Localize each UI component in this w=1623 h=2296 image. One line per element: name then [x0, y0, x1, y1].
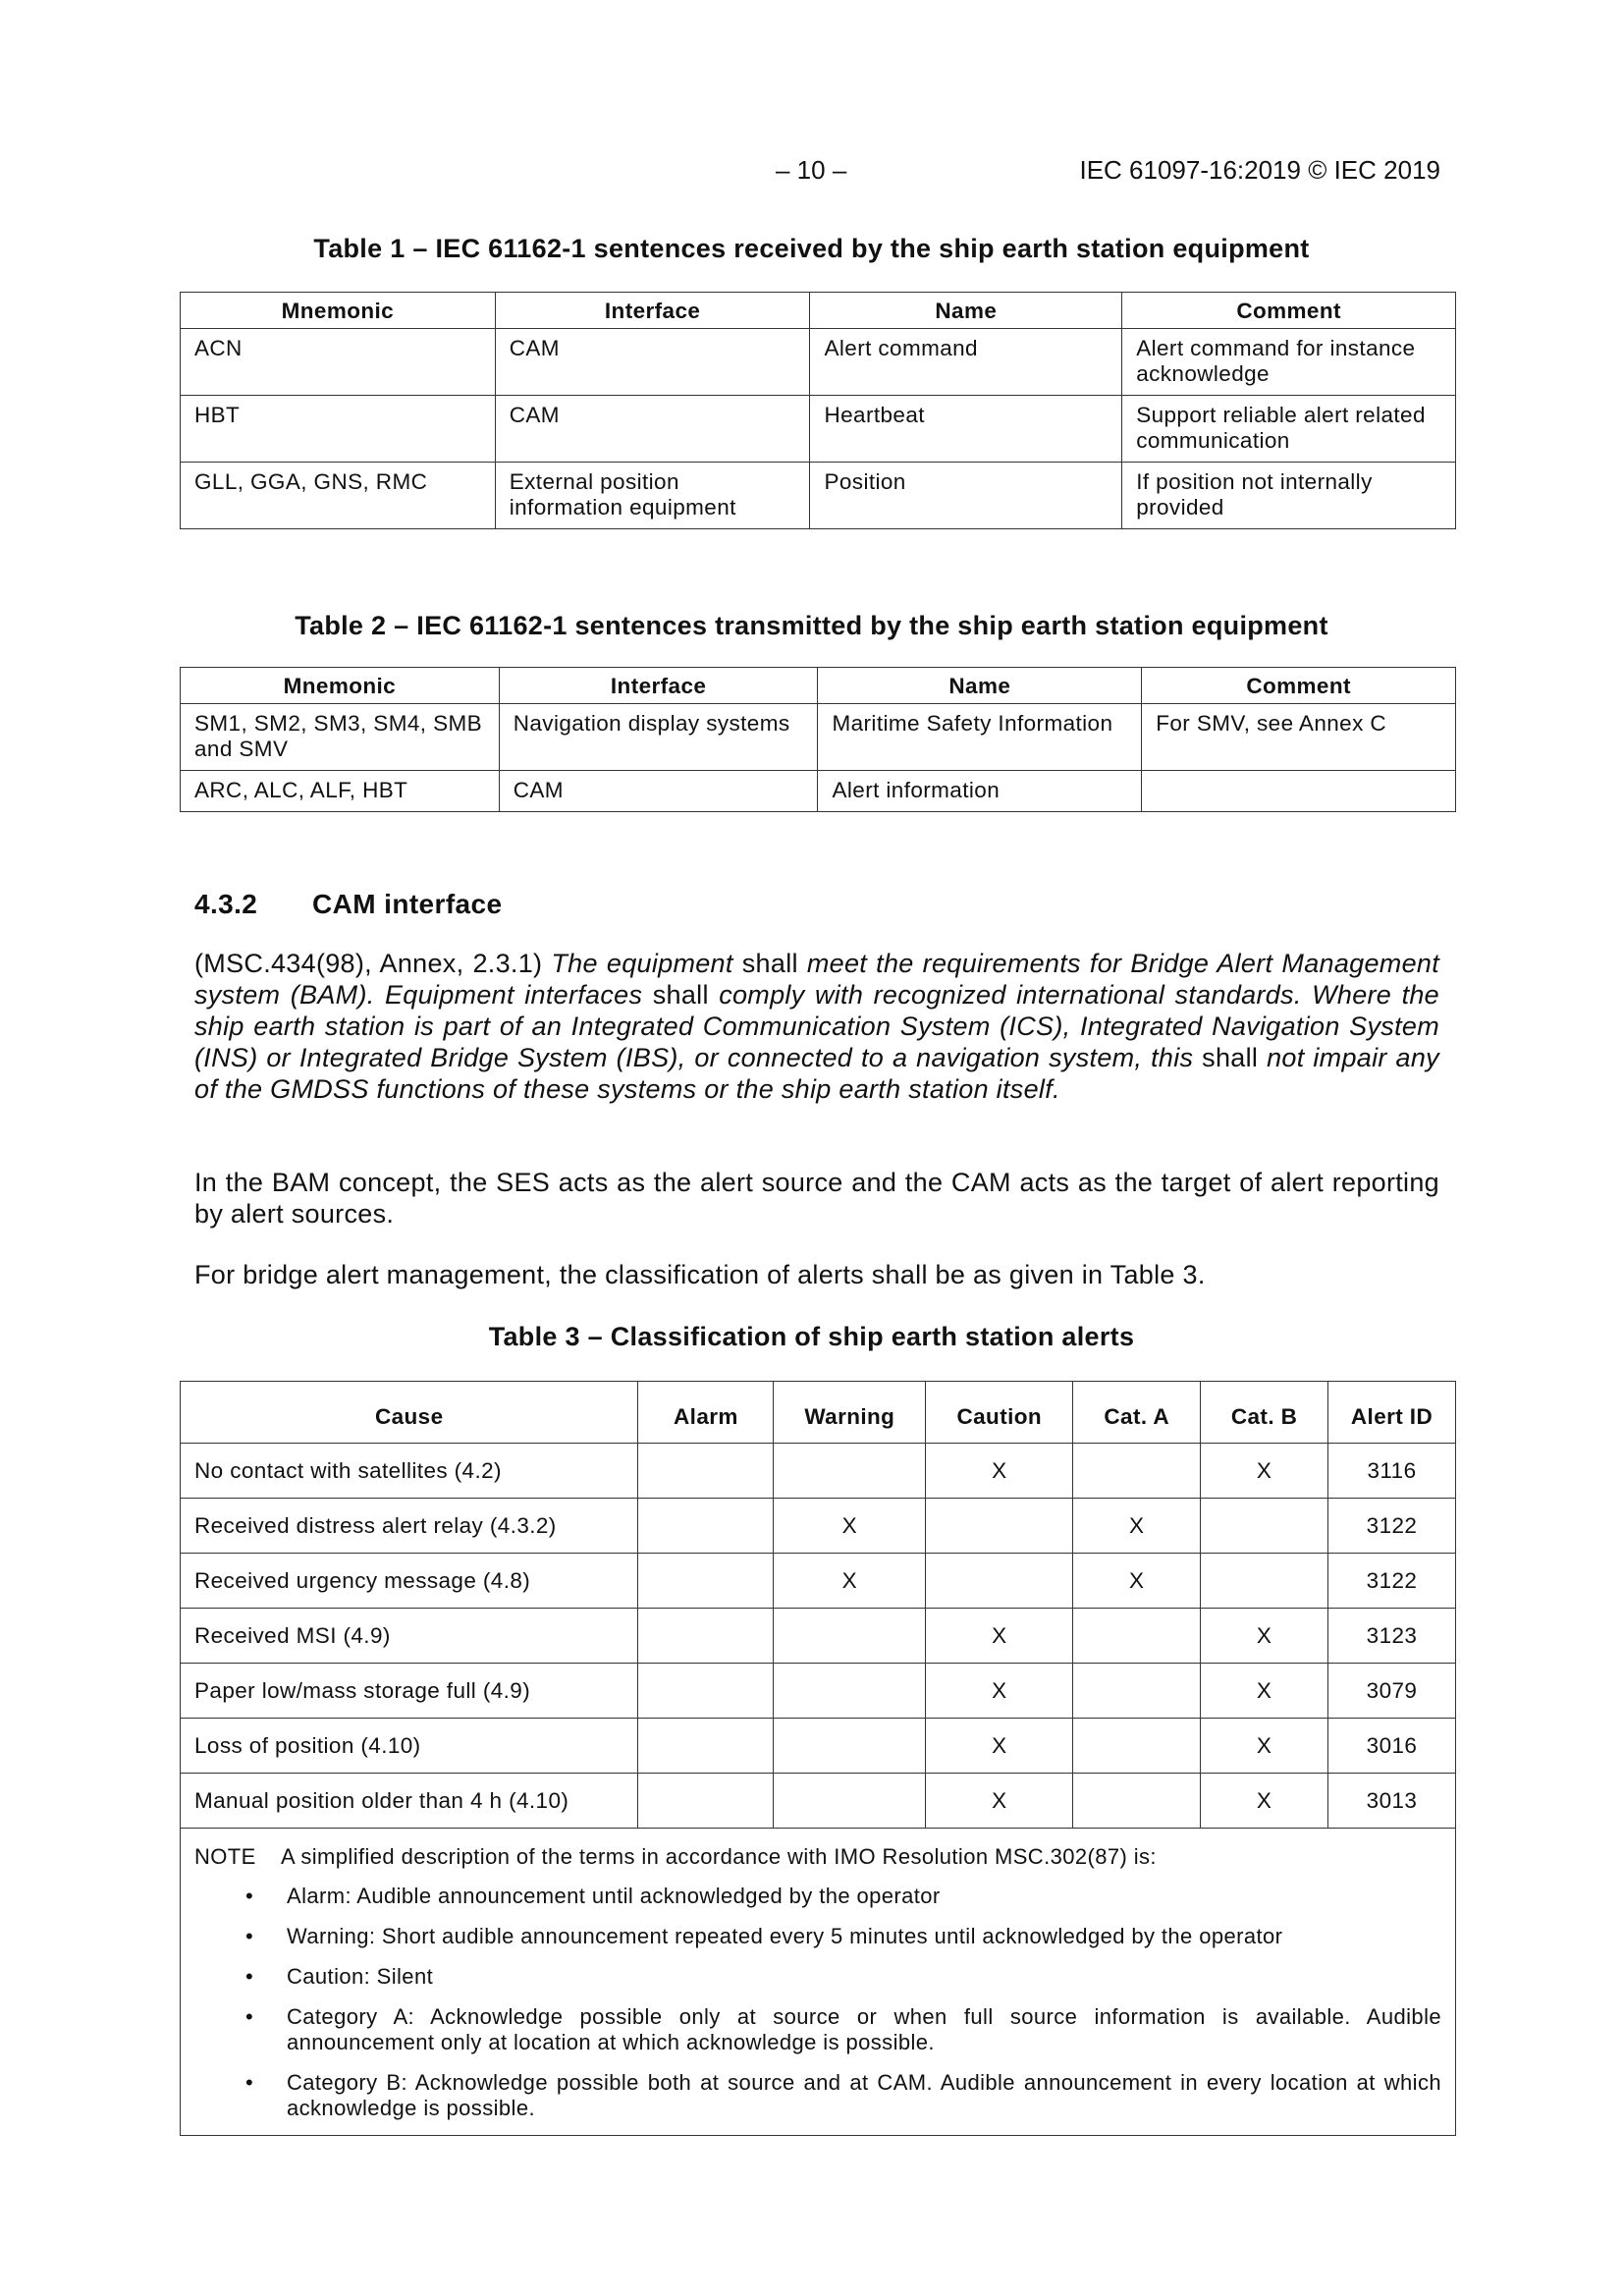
table-cell: X — [774, 1499, 926, 1554]
table-cell — [1142, 771, 1456, 812]
table2-caption: Table 2 – IEC 61162-1 sentences transmitted by the ship earth station equipment — [295, 611, 1328, 640]
table-cell: X — [926, 1444, 1073, 1499]
list-item-text: Warning: Short audible announcement repeated every 5 minutes until acknowledged by the operator — [287, 1924, 1283, 1948]
table1-header-row — [181, 293, 1456, 329]
table3-note-row — [181, 1829, 1456, 2136]
table-cell: HBT — [181, 396, 496, 463]
table-cell — [774, 1719, 926, 1774]
table2-col-name: Name — [818, 668, 1142, 704]
table-cell — [774, 1444, 926, 1499]
table-cell: 3123 — [1328, 1609, 1456, 1664]
table-row — [181, 463, 1456, 529]
table-row — [181, 1774, 1456, 1829]
table3-col-alarm: Alarm — [638, 1382, 774, 1444]
table-cell: Received urgency message (4.8) — [181, 1554, 638, 1609]
table-row — [181, 771, 1456, 812]
table3-caption: Table 3 – Classification of ship earth station alerts — [488, 1322, 1135, 1351]
table-row — [181, 1499, 1456, 1554]
table3-header-row — [181, 1382, 1456, 1444]
table-cell: X — [774, 1554, 926, 1609]
list-item — [194, 1924, 1441, 1949]
table2-col-interface: Interface — [499, 668, 818, 704]
table-row — [181, 329, 1456, 396]
table-cell: X — [1073, 1554, 1201, 1609]
table-cell: For SMV, see Annex C — [1142, 704, 1456, 771]
table2 — [180, 667, 1456, 812]
bullet-icon: • — [245, 2004, 254, 2029]
list-item-text: Caution: Silent — [287, 1964, 434, 1989]
table-row — [181, 1609, 1456, 1664]
table-cell — [1073, 1444, 1201, 1499]
table-cell — [774, 1609, 926, 1664]
bullet-icon: • — [245, 1924, 254, 1948]
note-list — [194, 1884, 1441, 2121]
list-item — [194, 1884, 1441, 1909]
table-cell: 3122 — [1328, 1499, 1456, 1554]
table-cell: X — [1201, 1774, 1328, 1829]
list-item — [194, 2070, 1441, 2121]
paragraph-segment: shall — [732, 949, 807, 978]
paragraph-requirement — [194, 948, 1439, 1105]
table1-caption: Table 1 – IEC 61162-1 sentences received by the ship earth station equipment — [313, 234, 1310, 263]
paragraph-bam-concept: In the BAM concept, the SES acts as the alert source and the CAM acts as the target of alert reporting by alert sources. — [194, 1168, 1439, 1229]
table2-col-comment: Comment — [1142, 668, 1456, 704]
table-cell: 3013 — [1328, 1774, 1456, 1829]
table-cell: ARC, ALC, ALF, HBT — [181, 771, 500, 812]
table-cell: Maritime Safety Information — [818, 704, 1142, 771]
paragraph-segment: shall — [642, 980, 720, 1010]
table-row — [181, 1444, 1456, 1499]
table-cell: X — [926, 1719, 1073, 1774]
table-cell — [774, 1664, 926, 1719]
table-cell: External position information equipment — [495, 463, 810, 529]
list-item-text: Alarm: Audible announcement until acknowledged by the operator — [287, 1884, 941, 1908]
table3-col-cat-a: Cat. A — [1073, 1382, 1201, 1444]
table-cell: Alert command for instance acknowledge — [1122, 329, 1456, 396]
table3-col-caution: Caution — [926, 1382, 1073, 1444]
bullet-icon: • — [245, 1884, 254, 1908]
table-cell — [1073, 1609, 1201, 1664]
table-cell: If position not internally provided — [1122, 463, 1456, 529]
paragraph-segment-italic: not impair any of the GMDSS functions of these systems or the ship earth station itself. — [194, 1043, 1439, 1104]
table-cell: CAM — [495, 396, 810, 463]
table-cell: CAM — [495, 329, 810, 396]
table-cell: Heartbeat — [810, 396, 1122, 463]
table-cell: SM1, SM2, SM3, SM4, SMB and SMV — [181, 704, 500, 771]
table-row — [181, 396, 1456, 463]
table3-note — [181, 1829, 1456, 2136]
table-cell — [1073, 1774, 1201, 1829]
table-cell: Navigation display systems — [499, 704, 818, 771]
table-cell: Received MSI (4.9) — [181, 1609, 638, 1664]
table1 — [180, 292, 1456, 529]
list-item-text: Category A: Acknowledge possible only at source or when full source information is available. Audible announcement only at location at which acknowledge is possible. — [287, 2004, 1441, 2054]
bullet-icon: • — [245, 2070, 254, 2095]
list-item — [194, 1964, 1441, 1990]
table2-header-row — [181, 668, 1456, 704]
paragraph-classification: For bridge alert management, the classification of alerts shall be as given in Table 3. — [194, 1260, 1206, 1289]
table-cell: 3122 — [1328, 1554, 1456, 1609]
note-text: A simplified description of the terms in accordance with IMO Resolution MSC.302(87) is: — [281, 1844, 1157, 1869]
table-cell — [638, 1499, 774, 1554]
table-cell: Alert information — [818, 771, 1142, 812]
table3-col-alert-id: Alert ID — [1328, 1382, 1456, 1444]
table-cell — [638, 1554, 774, 1609]
table-cell: CAM — [499, 771, 818, 812]
table-cell: X — [1073, 1499, 1201, 1554]
table-row — [181, 704, 1456, 771]
table-cell: Loss of position (4.10) — [181, 1719, 638, 1774]
table-cell — [926, 1499, 1073, 1554]
list-item — [194, 2004, 1441, 2055]
table3-col-warning: Warning — [774, 1382, 926, 1444]
list-item-text: Category B: Acknowledge possible both at source and at CAM. Audible announcement in every location at which acknowledge is possible. — [287, 2070, 1441, 2120]
table-cell — [638, 1609, 774, 1664]
table-cell: X — [926, 1664, 1073, 1719]
paragraph-segment-italic: comply with recognized international standards. Where the ship earth station is part of an Integrated Communication System (ICS), Integrated Navigation System (INS) or Integrated Bridge System (IBS), or connected to a navigation system, this — [194, 980, 1439, 1072]
table-cell: 3116 — [1328, 1444, 1456, 1499]
table-cell — [638, 1719, 774, 1774]
table1-col-mnemonic: Mnemonic — [181, 293, 496, 329]
table-cell — [638, 1664, 774, 1719]
table-cell: ACN — [181, 329, 496, 396]
table-cell — [1201, 1554, 1328, 1609]
table-cell — [1201, 1499, 1328, 1554]
table-cell: GLL, GGA, GNS, RMC — [181, 463, 496, 529]
table3 — [180, 1381, 1456, 2136]
table-cell — [774, 1774, 926, 1829]
table-cell: Received distress alert relay (4.3.2) — [181, 1499, 638, 1554]
paragraph-segment-italic: The equipment — [551, 949, 733, 978]
table-cell: No contact with satellites (4.2) — [181, 1444, 638, 1499]
table1-col-interface: Interface — [495, 293, 810, 329]
table-cell: X — [926, 1609, 1073, 1664]
section-heading — [194, 889, 502, 920]
table-row — [181, 1719, 1456, 1774]
table2-col-mnemonic: Mnemonic — [181, 668, 500, 704]
table3-col-cause: Cause — [181, 1382, 638, 1444]
table-row — [181, 1664, 1456, 1719]
table-cell: 3016 — [1328, 1719, 1456, 1774]
table-cell — [638, 1444, 774, 1499]
table-cell: X — [1201, 1609, 1328, 1664]
table-cell: X — [926, 1774, 1073, 1829]
table-cell: X — [1201, 1664, 1328, 1719]
table-cell: Paper low/mass storage full (4.9) — [181, 1664, 638, 1719]
table3-col-cat-b: Cat. B — [1201, 1382, 1328, 1444]
paragraph-segment: shall — [1193, 1043, 1268, 1072]
table-cell: Position — [810, 463, 1122, 529]
table-cell — [1073, 1719, 1201, 1774]
table-cell: Alert command — [810, 329, 1122, 396]
section-number: 4.3.2 — [194, 889, 258, 919]
table-cell — [926, 1554, 1073, 1609]
note-heading — [194, 1844, 1441, 1870]
page-number: – 10 – — [776, 155, 847, 185]
paragraph-segment-italic: meet the requirements for Bridge Alert Management system (BAM). Equipment interfaces — [194, 949, 1440, 1010]
table-cell: 3079 — [1328, 1664, 1456, 1719]
table-cell: Support reliable alert related communication — [1122, 396, 1456, 463]
section-title: CAM interface — [312, 889, 503, 919]
bullet-icon: • — [245, 1964, 254, 1989]
document-id: IEC 61097-16:2019 © IEC 2019 — [1079, 155, 1440, 185]
table-cell — [1073, 1664, 1201, 1719]
table-cell: Manual position older than 4 h (4.10) — [181, 1774, 638, 1829]
table-cell — [638, 1774, 774, 1829]
note-label: NOTE — [194, 1844, 256, 1869]
table-cell: X — [1201, 1719, 1328, 1774]
table1-col-name: Name — [810, 293, 1122, 329]
table-cell: X — [1201, 1444, 1328, 1499]
table-row — [181, 1554, 1456, 1609]
table1-col-comment: Comment — [1122, 293, 1456, 329]
paragraph-segment: (MSC.434(98), Annex, 2.3.1) — [194, 949, 552, 978]
